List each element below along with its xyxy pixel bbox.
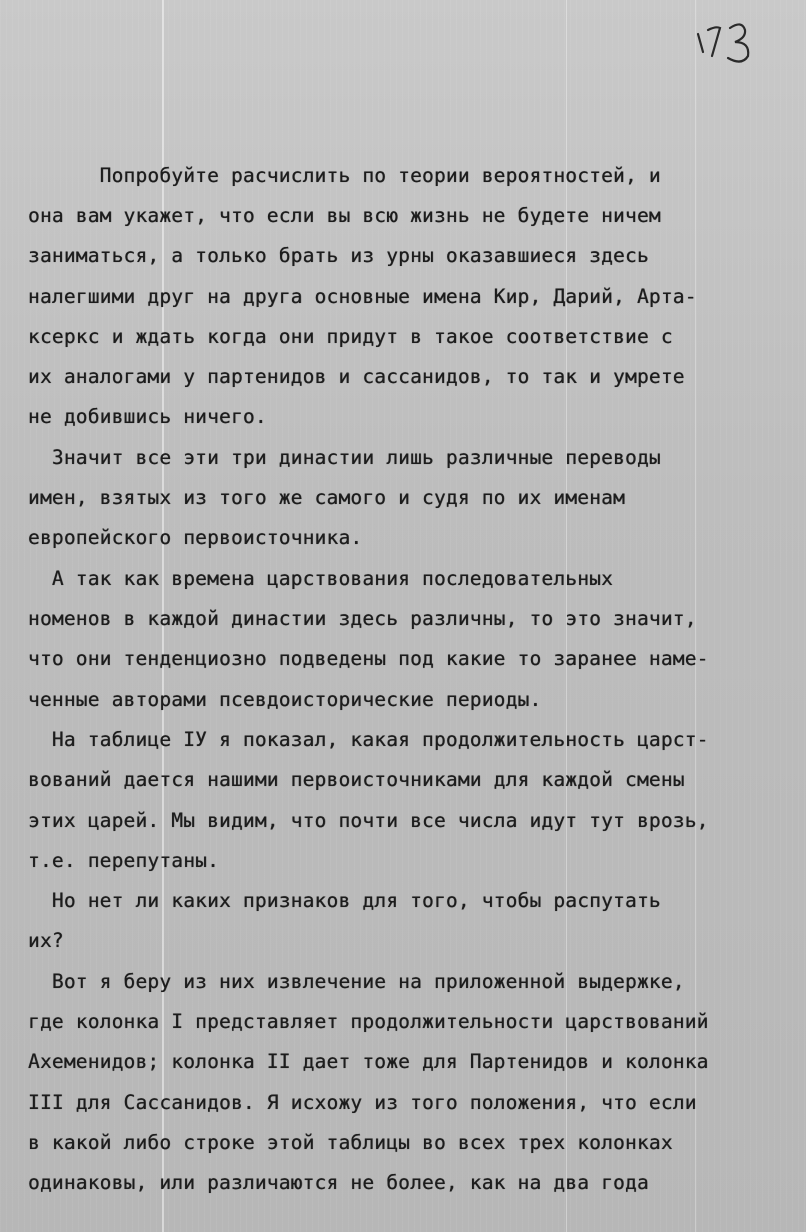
text-line: их аналогами у партенидов и сассанидов, то так и умрете: [28, 365, 685, 388]
text-line: Но нет ли каких признаков для того, чтобы распутать: [28, 889, 661, 912]
text-line: заниматься, а только брать из урны оказавшиеся здесь: [28, 244, 649, 267]
text-line: т.е. перепутаны.: [28, 849, 220, 872]
text-line: их?: [28, 929, 64, 952]
handwritten-folio-number: [690, 12, 770, 72]
text-line: номенов в каждой династии здесь различны, то это значит,: [28, 607, 697, 630]
text-line: Значит все эти три династии лишь различные переводы: [28, 446, 661, 469]
text-line: не добившись ничего.: [28, 405, 267, 428]
text-line: имен, взятых из того же самого и судя по их именам: [28, 486, 625, 509]
text-line: Вот я беру из них извлечение на приложенной выдержке,: [28, 970, 685, 993]
text-line: где колонка I представляет продолжительности царствований: [28, 1010, 709, 1033]
text-line: ксеркс и ждать когда они придут в такое соответствие с: [28, 325, 673, 348]
text-line: европейского первоисточника.: [28, 526, 363, 549]
text-line: А так как времена царствования последовательных: [28, 567, 614, 590]
text-line: налегшими друг на друга основные имена Кир, Дарий, Арта-: [28, 285, 697, 308]
text-line: одинаковы, или различаются не более, как на два года: [28, 1171, 649, 1194]
text-line: Ахеменидов; колонка II дает тоже для Партенидов и колонка: [28, 1050, 709, 1073]
text-line: что они тенденциозно подведены под какие то заранее наме-: [28, 647, 709, 670]
text-line: Попробуйте расчислить по теории вероятностей, и: [28, 164, 661, 187]
text-line: ченные авторами псевдоисторические периоды.: [28, 688, 542, 711]
text-line: III для Сассанидов. Я исхожу из того положения, что если: [28, 1091, 697, 1114]
text-line: вований дается нашими первоисточниками для каждой смены: [28, 768, 685, 791]
text-line: этих царей. Мы видим, что почти все числа идут тут врозь,: [28, 809, 709, 832]
text-line: она вам укажет, что если вы всю жизнь не будете ничем: [28, 204, 661, 227]
text-line: На таблице IУ я показал, какая продолжительность царст-: [28, 728, 709, 751]
text-line: в какой либо строке этой таблицы во всех трех колонках: [28, 1131, 673, 1154]
